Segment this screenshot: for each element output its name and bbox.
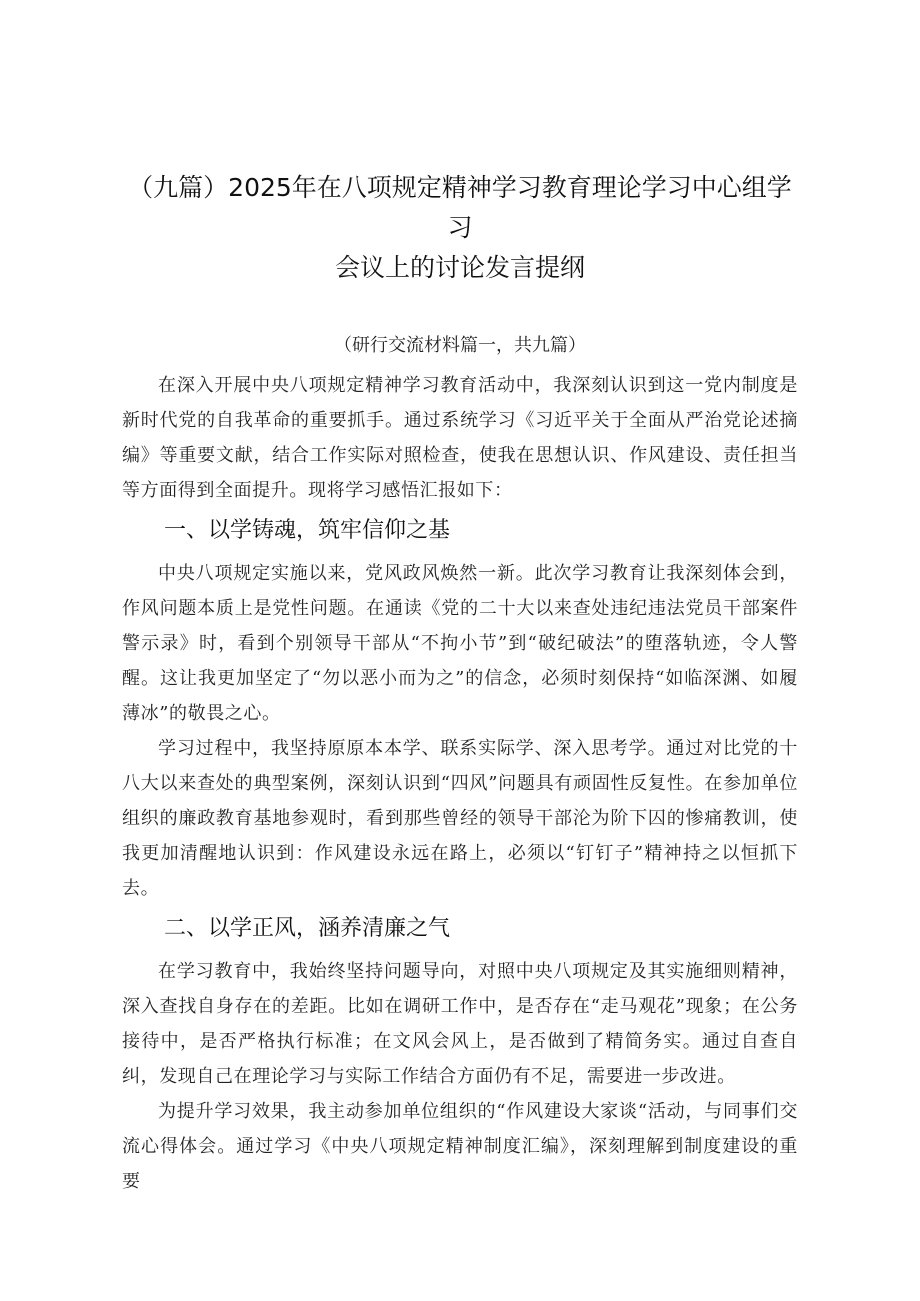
section-2-heading: 二、以学正风，涵养清廉之气 xyxy=(164,916,451,941)
section-1-heading: 一、以学铸魂，筑牢信仰之基 xyxy=(164,518,451,543)
document-subtitle: （研行交流材料篇一，共九篇） xyxy=(334,335,586,356)
intro-paragraph: 在深入开展中央八项规定精神学习教育活动中，我深刻认识到这一党内制度是新时代党的自我革命的重要抓手。通过系统学习《习近平关于全面从严治党论述摘编》等重要文献，结合工作实际对照检查，使我在思想认识、作风建设、责任担当等方面得到全面提升。现将学习感悟汇报如下： xyxy=(122,375,798,501)
section-2-paragraph-1: 在学习教育中，我始终坚持问题导向，对照中央八项规定及其实施细则精神，深入查找自身存在的差距。比如在调研工作中，是否存在“走马观花”现象；在公务接待中，是否严格执行标准；在文风会风上，是否做到了精简务实。通过自查自纠，发现自己在理论学习与实际工作结合方面仍有不足，需要进一步改进。 xyxy=(122,961,798,1087)
section-1-paragraph-1: 中央八项规定实施以来，党风政风焕然一新。此次学习教育让我深刻体会到，作风问题本质上是党性问题。在通读《党的二十大以来查处违纪违法党员干部案件警示录》时，看到个别领导干部从“不拘小节”到“破纪破法”的堕落轨迹，令人警醒。这让我更加坚定了“勿以恶小而为之”的信念，必须时刻保持“如临深渊、如履薄冰”的敬畏之心。 xyxy=(122,563,798,724)
title-line-2: 会议上的讨论发言提纲 xyxy=(334,253,585,282)
section-1-paragraph-2: 学习过程中，我坚持原原本本学、联系实际学、深入思考学。通过对比党的十八大以来查处的典型案例，深刻认识到“四风”问题具有顽固性反复性。在参加单位组织的廉政教育基地参观时，看到那些曾经的领导干部沦为阶下囚的惨痛教训，使我更加清醒地认识到：作风建设永远在路上，必须以“钉钉子”精神持之以恒抓下去。 xyxy=(122,738,798,899)
section-2-paragraph-2: 为提升学习效果，我主动参加单位组织的“作风建设大家谈“活动，与同事们交流心得体会。通过学习《中央八项规定精神制度汇编》，深刻理解到制度建设的重要 xyxy=(122,1101,798,1192)
document-title xyxy=(122,168,798,288)
title-line-1: （九篇）2025年在八项规定精神学习教育理论学习中心组学习 xyxy=(128,173,792,242)
